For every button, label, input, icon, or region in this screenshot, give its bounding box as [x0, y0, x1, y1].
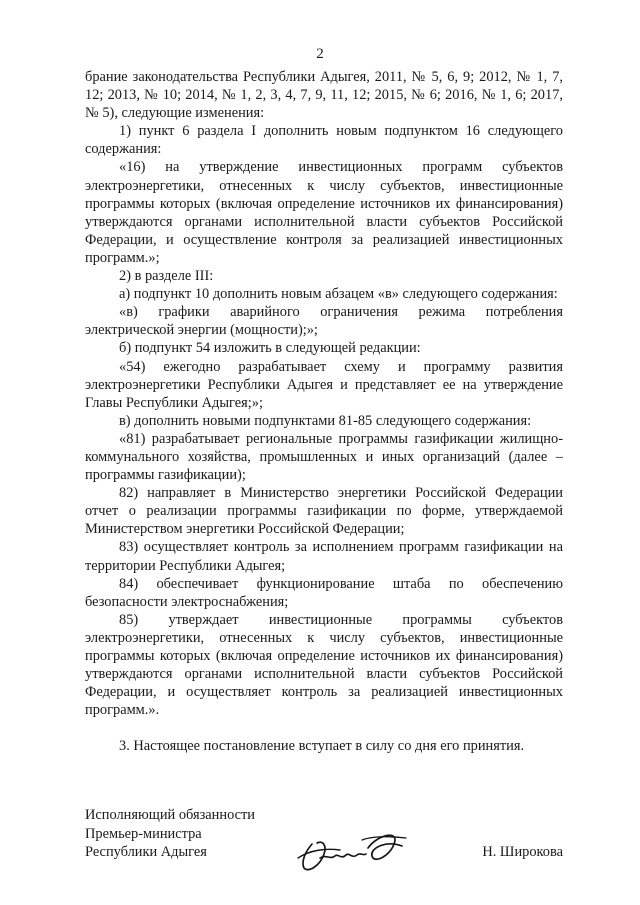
paragraph-item-1: 1) пункт 6 раздела I дополнить новым подпунктом 16 следующего содержания: [85, 123, 563, 158]
paragraph-item-2b: б) подпункт 54 изложить в следующей редакции: [119, 340, 421, 357]
page-number: 2 [316, 46, 324, 62]
signature-block [85, 806, 563, 876]
document-body [85, 68, 563, 755]
paragraph-item-2: 2) в разделе III: [119, 268, 214, 285]
paragraph-item-2a: а) подпункт 10 дополнить новым абзацем «в» следующего содержания: [119, 286, 558, 303]
handwritten-signature [290, 824, 415, 876]
paragraph-subitem-81: «81) разрабатывает региональные программы газификации жилищно-коммунального хозяйства, промышленных и иных организаций (далее – программы газификации); [85, 430, 563, 484]
signer-position [85, 806, 255, 862]
signer-position-line: Исполняющий обязанности [85, 807, 256, 823]
paragraph-subitem-54: «54) ежегодно разрабатывает схему и программу развития электроэнергетики Республики Адыгея и представляет ее на утверждение Главы Республики Адыгея;»; [85, 358, 563, 411]
signer-position-line: Республики Адыгея [85, 844, 207, 860]
paragraph-subitem-v: «в) графики аварийного ограничения режима потребления электрической энергии (мощности);»; [85, 304, 563, 339]
signer-position-line: Премьер-министра [85, 825, 202, 842]
paragraph-item-2v: в) дополнить новыми подпунктами 81-85 следующего содержания: [119, 412, 532, 429]
paragraph-item-3: 3. Настоящее постановление вступает в силу со дня его принятия. [119, 738, 525, 755]
paragraph-subitem-16: «16) на утверждение инвестиционных программ субъектов электроэнергетики, отнесенных к числу субъектов, инвестиционные программы которых (включая определение источников их финансирования) утверждаются органами исполнительной власти субъектов Российской Федерации, и осуществление контроля за реализацией инвестиционных программ.»; [85, 159, 563, 266]
paragraph-subitem-82: 82) направляет в Министерство энергетики Российской Федерации отчет о реализации программы газификации по форме, утверждаемой Министерством энергетики Российской Федерации; [85, 485, 563, 538]
paragraph-subitem-84: 84) обеспечивает функционирование штаба по обеспечению безопасности электроснабжения; [85, 575, 563, 610]
paragraph-continuation: брание законодательства Республики Адыгея, 2011, № 5, 6, 9; 2012, № 1, 7, 12; 2013, № 10; 2014, № 1, 2, 3, 4, 7, 9, 11, 12; 2015, № 6; 2016, № 1, 6; 2017, № 5), следующие изменения: [85, 69, 563, 122]
paragraph-subitem-83: 83) осуществляет контроль за исполнением программ газификации на территории Республики Адыгея; [85, 539, 563, 574]
signer-name: Н. Широкова [482, 844, 563, 860]
paragraph-subitem-85: 85) утверждает инвестиционные программы субъектов электроэнергетики, отнесенных к числу субъектов, инвестиционные программы которых (включая определение источников их финансирования) утверждаются органами исполнительной власти субъектов Российской Федерации, и осуществляет контроль за реализацией инвестиционных программ.». [85, 611, 563, 719]
